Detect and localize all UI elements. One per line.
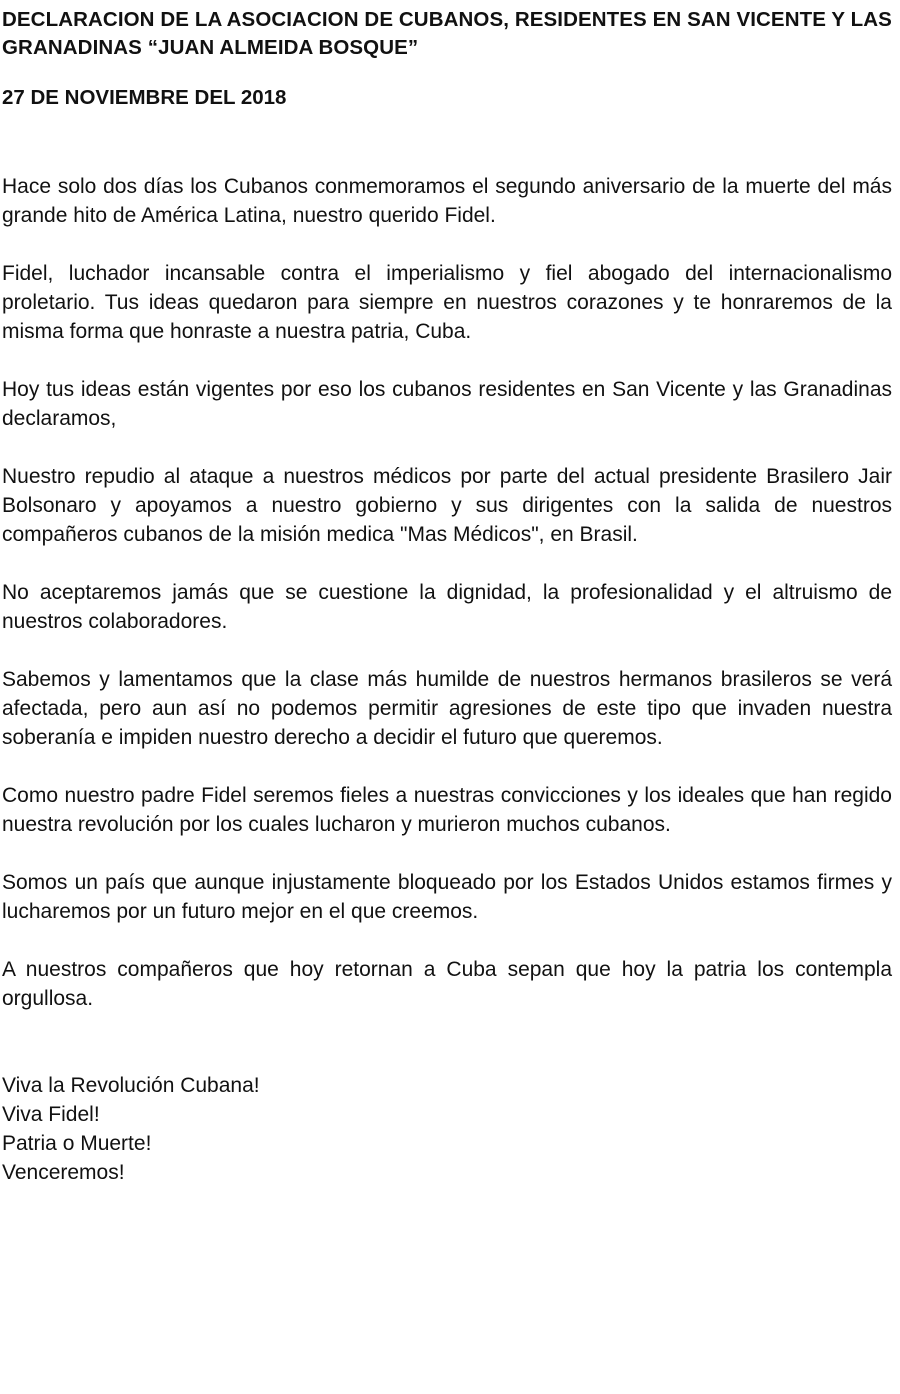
document-title: DECLARACION DE LA ASOCIACION DE CUBANOS, RESIDENTES EN SAN VICENTE Y LAS GRANADINAS “JUAN ALMEIDA BOSQUE” <box>2 8 892 59</box>
closing-line-2: Viva Fidel! <box>2 1103 100 1126</box>
paragraph-8: Somos un país que aunque injustamente bloqueado por los Estados Unidos estamos firmes y lucharemos por un futuro mejor en el que creemos. <box>2 871 892 923</box>
document-body <box>2 172 892 1013</box>
document-date: 27 DE NOVIEMBRE DEL 2018 <box>2 86 287 109</box>
closing-line-4: Venceremos! <box>2 1161 125 1184</box>
closing-slogans <box>2 1071 892 1187</box>
paragraph-6: Sabemos y lamentamos que la clase más humilde de nuestros hermanos brasileros se verá afectada, pero aun así no podemos permitir agresiones de este tipo que invaden nuestra soberanía e impiden nuestro derecho a decidir el futuro que queremos. <box>2 668 892 749</box>
closing-line-1: Viva la Revolución Cubana! <box>2 1074 260 1097</box>
paragraph-4: Nuestro repudio al ataque a nuestros médicos por parte del actual presidente Brasilero Jair Bolsonaro y apoyamos a nuestro gobierno y sus dirigentes con la salida de nuestros compañeros cubanos de la misión medica "Mas Médicos", en Brasil. <box>2 465 892 546</box>
paragraph-3: Hoy tus ideas están vigentes por eso los cubanos residentes en San Vicente y las Granadinas declaramos, <box>2 378 892 430</box>
paragraph-7: Como nuestro padre Fidel seremos fieles a nuestras convicciones y los ideales que han regido nuestra revolución por los cuales lucharon y murieron muchos cubanos. <box>2 784 892 836</box>
paragraph-1: Hace solo dos días los Cubanos conmemoramos el segundo aniversario de la muerte del más grande hito de América Latina, nuestro querido Fidel. <box>2 175 892 227</box>
paragraph-9: A nuestros compañeros que hoy retornan a Cuba sepan que hoy la patria los contempla orgullosa. <box>2 958 892 1010</box>
paragraph-2: Fidel, luchador incansable contra el imperialismo y fiel abogado del internacionalismo proletario. Tus ideas quedaron para siempre en nuestros corazones y te honraremos de la misma forma que honraste a nuestra patria, Cuba. <box>2 262 892 343</box>
paragraph-5: No aceptaremos jamás que se cuestione la dignidad, la profesionalidad y el altruismo de nuestros colaboradores. <box>2 581 892 633</box>
closing-line-3: Patria o Muerte! <box>2 1132 152 1155</box>
